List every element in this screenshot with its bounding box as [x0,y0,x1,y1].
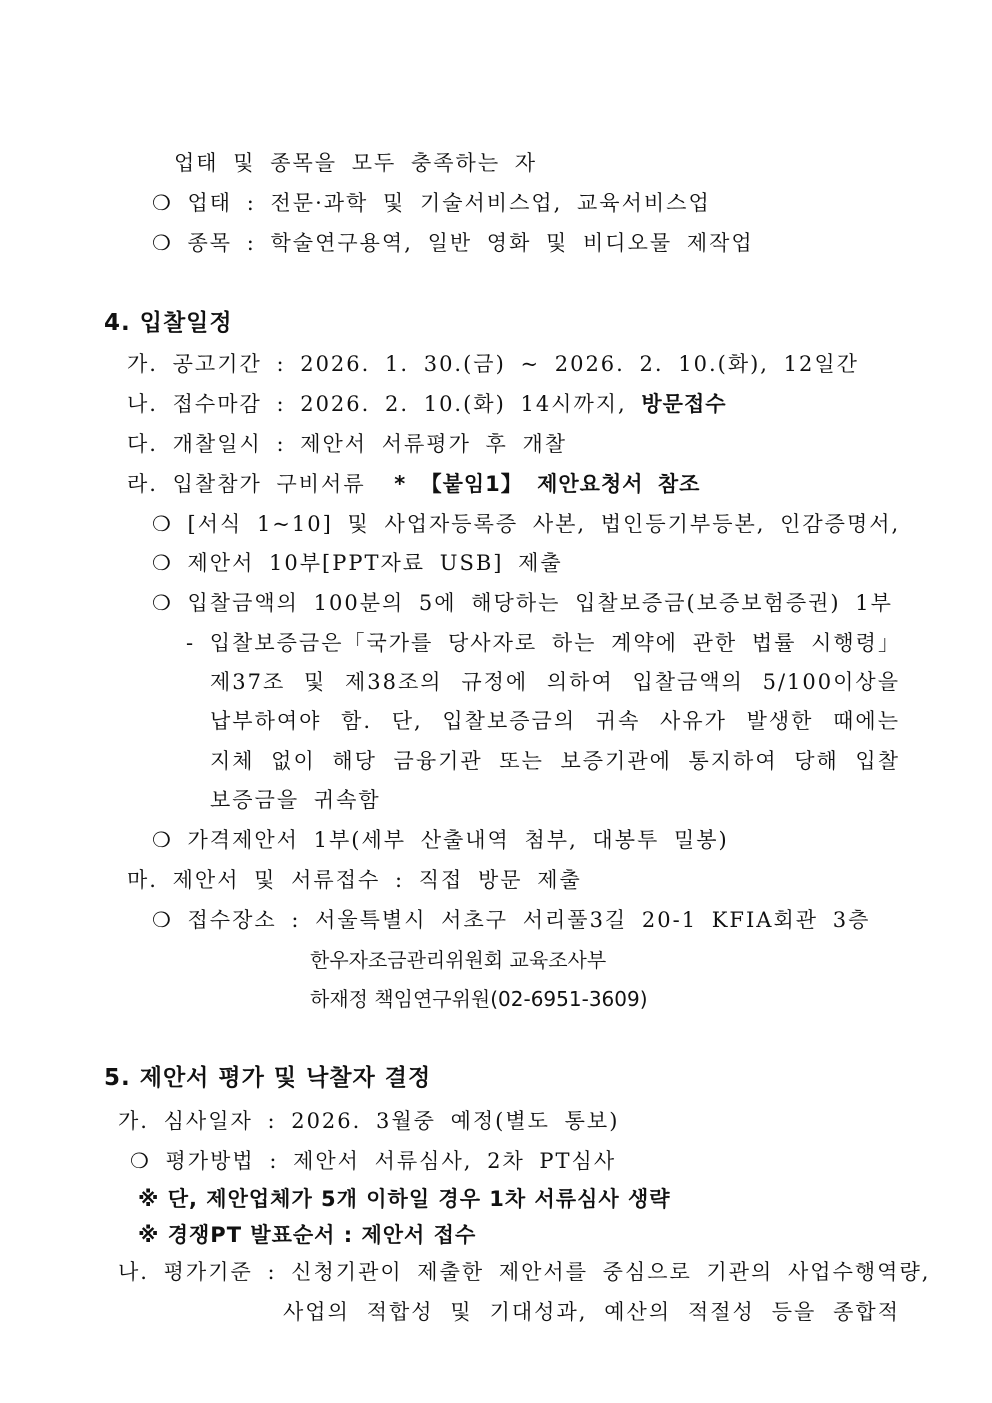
submission-deadline-text: 나. 접수마감 : 2026. 2. 10.(화) 14시까지, [127,392,642,416]
submission-place-bullet: ❍ 접수장소 : 서울특별시 서초구 서리풀3길 20-1 KFIA회관 3층 [152,908,871,932]
attachment-note: * 【붙임1】 제안요청서 참조 [394,472,701,496]
bid-bond-bullet: ❍ 입찰금액의 100분의 5에 해당하는 입찰보증금(보증보험증권) 1부 [152,591,893,615]
price-proposal-bullet: ❍ 가격제안서 1부(세부 산출내역 첨부, 대봉투 밀봉) [152,828,729,852]
business-type-bullet: ❍ 업태 : 전문·과학 및 기술서비스업, 교육서비스업 [152,191,711,215]
opening-date: 다. 개찰일시 : 제안서 서류평가 후 개찰 [127,432,568,456]
section-4-heading: 4. 입찰일정 [104,310,233,336]
notice-period: 가. 공고기간 : 2026. 1. 30.(금) ~ 2026. 2. 10.(화), 12일간 [127,352,859,376]
bid-bond-detail-3: 납부하여야 함. 단, 입찰보증금의 귀속 사유가 발생한 때에는 [210,709,900,733]
evaluation-criteria-1: 나. 평가기준 : 신청기관이 제출한 제안서를 중심으로 기관의 사업수행역량, [118,1260,931,1284]
proposal-copies-bullet: ❍ 제안서 10부[PPT자료 USB] 제출 [152,551,563,575]
evaluation-method-bullet: ❍ 평가방법 : 제안서 서류심사, 2차 PT심사 [130,1149,617,1173]
note-skip-screening: ※ 단, 제안업체가 5개 이하일 경우 1차 서류심사 생략 [138,1187,671,1211]
bid-bond-detail-2: 제37조 및 제38조의 규정에 의하여 입찰금액의 5/100이상을 [210,670,900,694]
submission-place-department: 한우자조금관리위원회 교육조사부 [310,948,607,972]
bid-bond-detail-1: - 입찰보증금은「국가를 당사자로 하는 계약에 관한 법률 시행령」 [186,631,901,655]
intro-line: 업태 및 종목을 모두 충족하는 자 [174,151,538,175]
evaluation-criteria-2: 사업의 적합성 및 기대성과, 예산의 적절성 등을 종합적 [283,1300,900,1324]
section-5-heading: 5. 제안서 평가 및 낙찰자 결정 [104,1065,432,1091]
forms-bullet: ❍ [서식 1~10] 및 사업자등록증 사본, 법인등기부등본, 인감증명서, [152,512,901,536]
proposal-submission: 마. 제안서 및 서류접수 : 직접 방문 제출 [127,868,582,892]
required-documents-text: 라. 입찰참가 구비서류 [127,472,366,496]
review-date: 가. 심사일자 : 2026. 3월중 예정(별도 통보) [118,1109,620,1133]
bid-bond-detail-4: 지체 없이 해당 금융기관 또는 보증기관에 통지하여 당해 입찰 [210,749,900,773]
bid-bond-detail-5: 보증금을 귀속함 [210,788,381,812]
note-pt-order: ※ 경쟁PT 발표순서 : 제안서 접수 [138,1223,477,1247]
visit-submission-bold: 방문접수 [641,392,727,416]
required-documents [127,469,700,499]
submission-deadline [127,389,727,419]
business-item-bullet: ❍ 종목 : 학술연구용역, 일반 영화 및 비디오물 제작업 [152,231,754,255]
submission-place-contact: 하재정 책임연구위원(02-6951-3609) [310,987,648,1011]
